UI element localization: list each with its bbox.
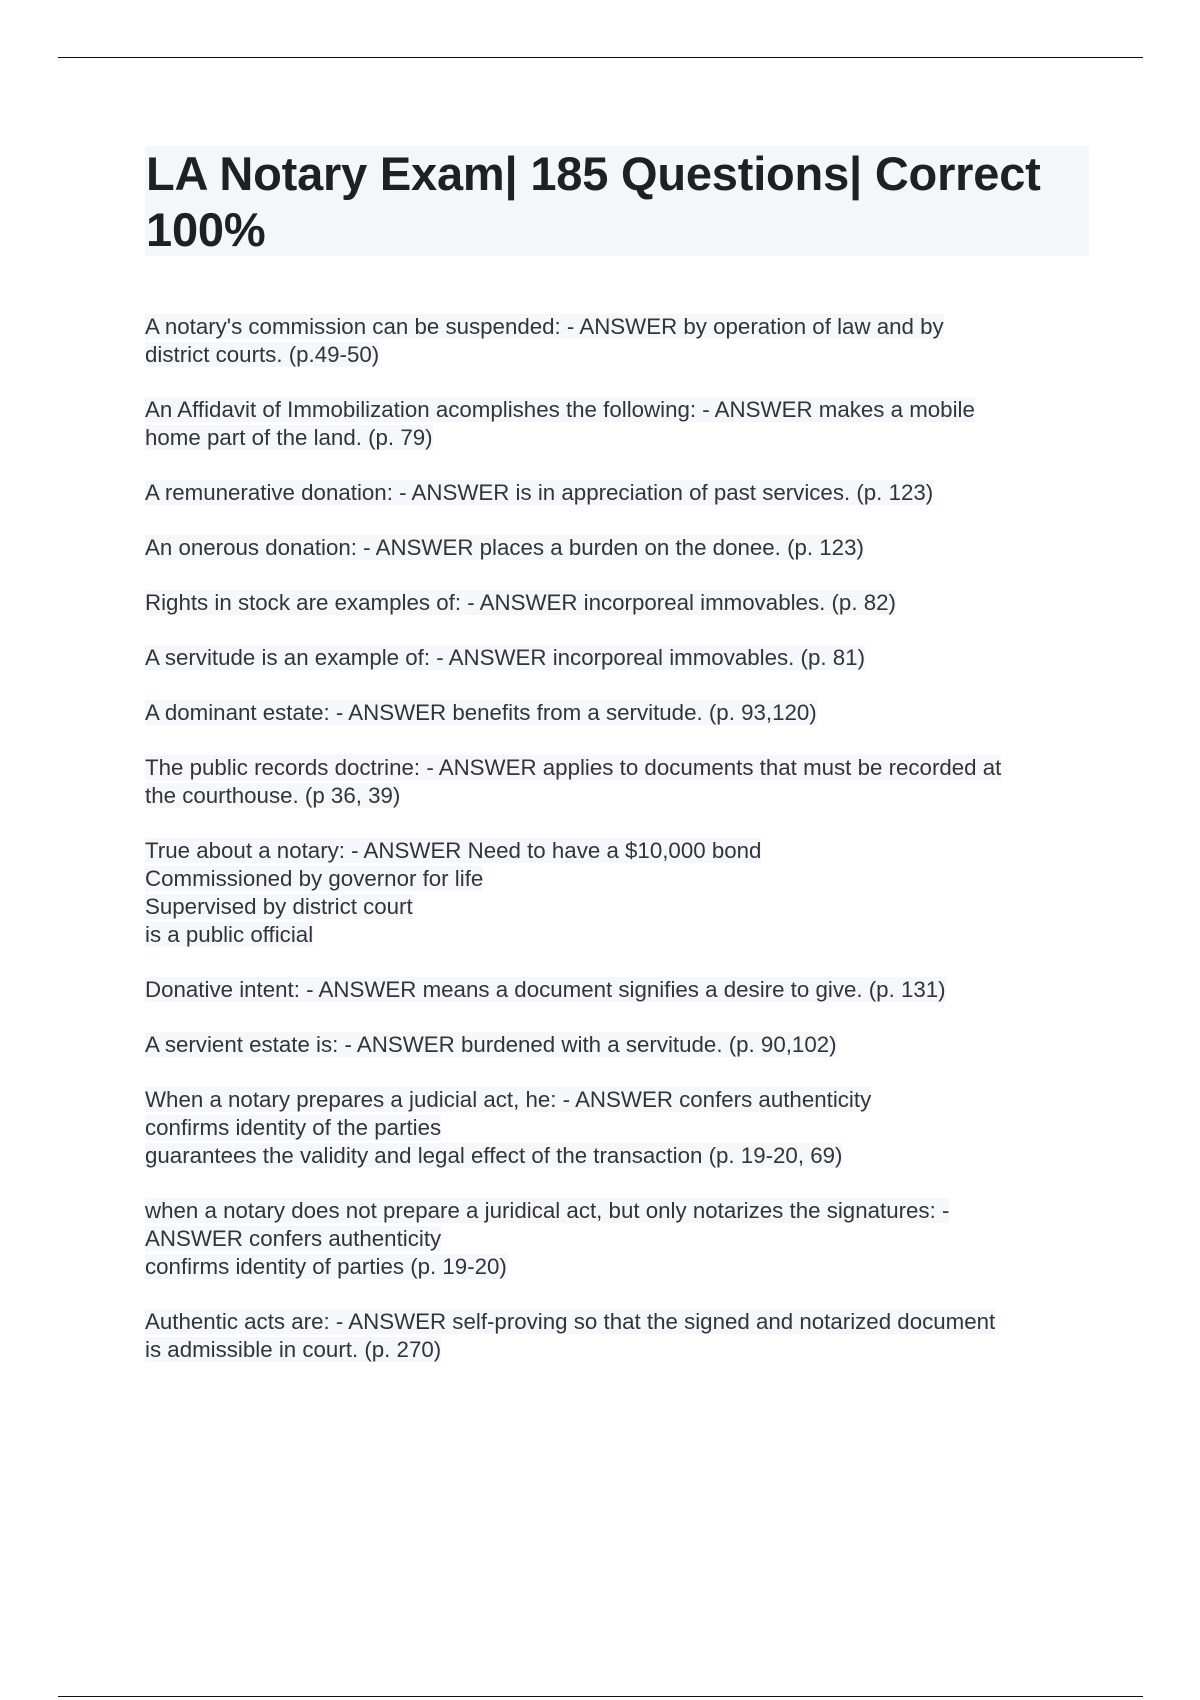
line-text: A remunerative donation: - ANSWER is in appreciation of past services. (p. 123) bbox=[145, 480, 934, 505]
line-text: confirms identity of parties (p. 19-20) bbox=[145, 1254, 507, 1279]
question-answer-item bbox=[145, 1308, 1095, 1364]
question-answer-line bbox=[145, 644, 1095, 672]
line-text: is a public official bbox=[145, 922, 314, 947]
line-text: district courts. (p.49-50) bbox=[145, 342, 380, 367]
question-answer-item bbox=[145, 1197, 1095, 1281]
question-answer-line bbox=[145, 1197, 1095, 1225]
question-answer-line bbox=[145, 699, 1095, 727]
line-text: A servient estate is: - ANSWER burdened with a servitude. (p. 90,102) bbox=[145, 1032, 837, 1057]
question-answer-item bbox=[145, 644, 1095, 672]
question-answer-item bbox=[145, 754, 1095, 810]
question-answer-line bbox=[145, 479, 1095, 507]
line-text: When a notary prepares a judicial act, he: - ANSWER confers authenticity bbox=[145, 1087, 872, 1112]
question-answer-line bbox=[145, 1142, 1095, 1170]
question-answer-line bbox=[145, 1308, 1095, 1336]
line-text: when a notary does not prepare a juridical act, but only notarizes the signatures: - bbox=[145, 1198, 950, 1223]
question-answer-item bbox=[145, 837, 1095, 949]
question-answer-line bbox=[145, 341, 1095, 369]
line-text: confirms identity of the parties bbox=[145, 1115, 442, 1140]
question-answer-item bbox=[145, 479, 1095, 507]
question-answer-line bbox=[145, 424, 1095, 452]
question-answer-line bbox=[145, 1114, 1095, 1142]
line-text: The public records doctrine: - ANSWER applies to documents that must be recorded at bbox=[145, 755, 1002, 780]
question-answer-line bbox=[145, 534, 1095, 562]
question-answer-line bbox=[145, 754, 1095, 782]
line-text: Commissioned by governor for life bbox=[145, 866, 484, 891]
line-text: True about a notary: - ANSWER Need to have a $10,000 bond bbox=[145, 838, 762, 863]
question-answer-line bbox=[145, 921, 1095, 949]
question-answer-line bbox=[145, 1253, 1095, 1281]
question-answer-item bbox=[145, 396, 1095, 452]
bottom-rule bbox=[58, 1696, 1143, 1697]
question-answer-item bbox=[145, 313, 1095, 369]
question-answer-item bbox=[145, 1086, 1095, 1170]
line-text: guarantees the validity and legal effect of the transaction (p. 19-20, 69) bbox=[145, 1143, 843, 1168]
question-answer-line bbox=[145, 782, 1095, 810]
line-text: An Affidavit of Immobilization acomplishes the following: - ANSWER makes a mobile bbox=[145, 397, 975, 422]
question-answer-line bbox=[145, 865, 1095, 893]
line-text: the courthouse. (p 36, 39) bbox=[145, 783, 401, 808]
question-answer-item bbox=[145, 976, 1095, 1004]
top-rule bbox=[58, 57, 1143, 58]
question-answer-item bbox=[145, 534, 1095, 562]
line-text: ANSWER confers authenticity bbox=[145, 1226, 442, 1251]
question-answer-line bbox=[145, 893, 1095, 921]
question-answer-line bbox=[145, 1225, 1095, 1253]
line-text: A servitude is an example of: - ANSWER incorporeal immovables. (p. 81) bbox=[145, 645, 865, 670]
question-answer-line bbox=[145, 313, 1095, 341]
question-answer-line bbox=[145, 976, 1095, 1004]
question-answer-list bbox=[145, 313, 1095, 1391]
question-answer-line bbox=[145, 589, 1095, 617]
line-text: is admissible in court. (p. 270) bbox=[145, 1337, 442, 1362]
question-answer-item bbox=[145, 1031, 1095, 1059]
question-answer-line bbox=[145, 1336, 1095, 1364]
line-text: Donative intent: - ANSWER means a document signifies a desire to give. (p. 131) bbox=[145, 977, 946, 1002]
question-answer-item bbox=[145, 699, 1095, 727]
question-answer-line bbox=[145, 1086, 1095, 1114]
question-answer-line bbox=[145, 396, 1095, 424]
line-text: A notary's commission can be suspended: - ANSWER by operation of law and by bbox=[145, 314, 944, 339]
line-text: Rights in stock are examples of: - ANSWER incorporeal immovables. (p. 82) bbox=[145, 590, 896, 615]
line-text: home part of the land. (p. 79) bbox=[145, 425, 433, 450]
line-text: An onerous donation: - ANSWER places a burden on the donee. (p. 123) bbox=[145, 535, 864, 560]
question-answer-item bbox=[145, 589, 1095, 617]
line-text: A dominant estate: - ANSWER benefits from a servitude. (p. 93,120) bbox=[145, 700, 817, 725]
question-answer-line bbox=[145, 1031, 1095, 1059]
title-block bbox=[145, 146, 1089, 256]
question-answer-line bbox=[145, 837, 1095, 865]
line-text: Authentic acts are: - ANSWER self-proving so that the signed and notarized document bbox=[145, 1309, 996, 1334]
line-text: Supervised by district court bbox=[145, 894, 413, 919]
document-title: LA Notary Exam| 185 Questions| Correct 100% bbox=[146, 147, 1041, 256]
